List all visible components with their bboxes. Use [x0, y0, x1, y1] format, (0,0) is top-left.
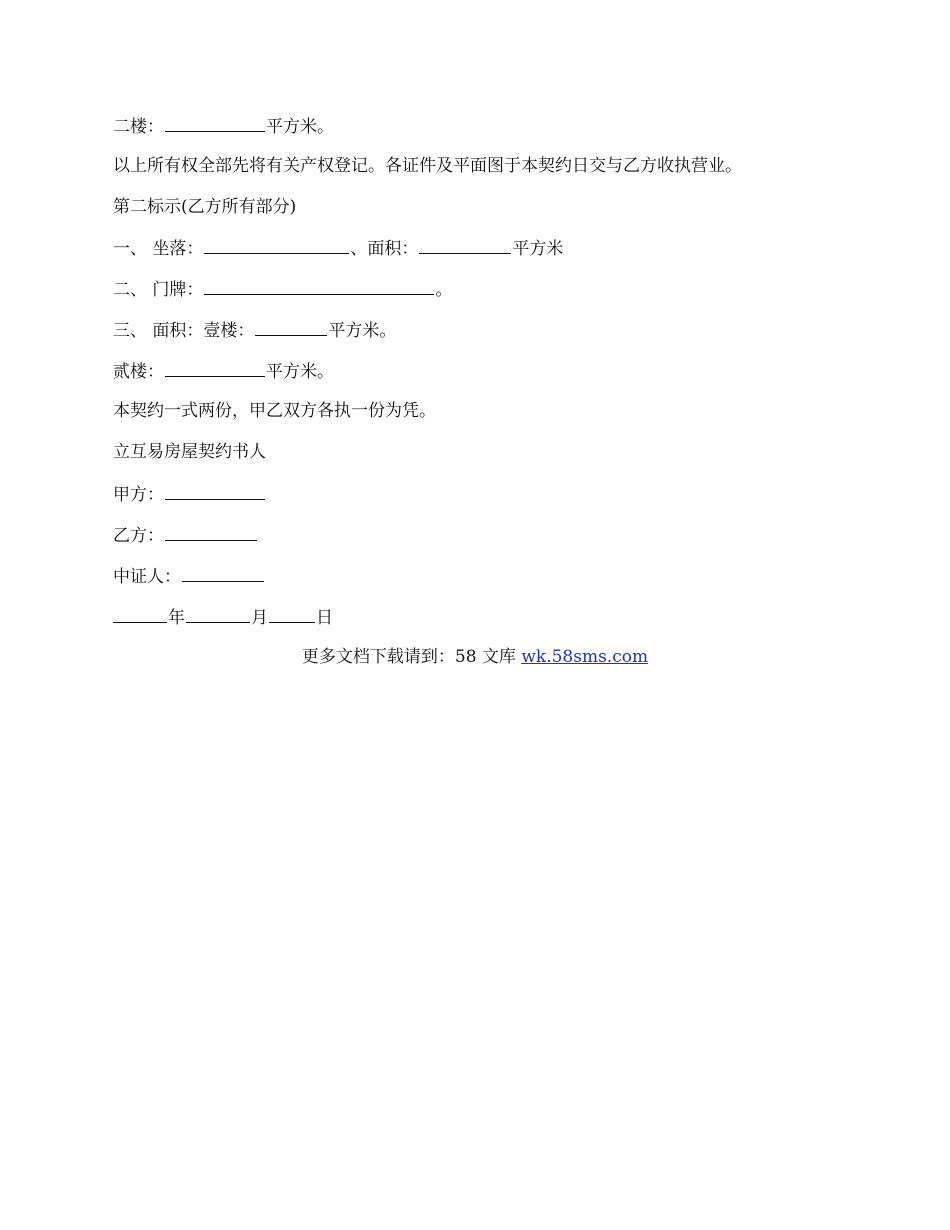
date-line [113, 605, 333, 629]
floor2-unit: 平方米。 [266, 117, 334, 137]
witness-blank [182, 564, 264, 582]
party-b-label: 乙方： [113, 526, 164, 546]
section2-title: 第二标示(乙方所有部分) [113, 197, 297, 217]
footer-site-link[interactable]: wk.58sms.com [521, 647, 649, 667]
signers-title: 立互易房屋契约书人 [113, 442, 266, 462]
item3-unit: 平方米。 [328, 321, 397, 341]
item1-prefix: 一、 坐落： [113, 239, 204, 259]
witness-line [113, 564, 265, 588]
item2-doorplate-line [113, 277, 452, 301]
item1-location-area-line [113, 236, 563, 260]
location-blank [204, 236, 349, 254]
party-b-blank [165, 523, 257, 541]
item1-unit: 平方米 [512, 239, 564, 259]
floor2-area-line [113, 114, 334, 138]
witness-label: 中证人： [113, 567, 181, 587]
day-label: 日 [316, 608, 333, 628]
item3-area-line [113, 318, 396, 342]
party-a-blank [165, 482, 265, 500]
footer-text: 更多文档下载请到：58 文库 [301, 647, 522, 667]
ownership-note: 以上所有权全部先将有关产权登记。各证件及平面图于本契约日交与乙方收执营业。 [113, 156, 742, 176]
year-blank [113, 605, 167, 623]
year-label: 年 [168, 608, 185, 628]
floor2-area-blank [165, 114, 265, 132]
month-blank [186, 605, 250, 623]
item2-prefix: 二、 门牌： [113, 280, 204, 300]
item1-mid: 、面积： [350, 239, 419, 259]
copies-note: 本契约一式两份，甲乙双方各执一份为凭。 [113, 401, 436, 421]
floor2b-area-blank [165, 359, 265, 377]
floor2b-unit: 平方米。 [266, 362, 334, 382]
footer-download-note [0, 646, 950, 668]
floor2b-area-line [113, 359, 334, 383]
party-b-line [113, 523, 258, 547]
party-a-label: 甲方： [113, 485, 164, 505]
area-blank [419, 236, 511, 254]
item2-suffix: 。 [435, 280, 453, 300]
floor2-label: 二楼： [113, 117, 164, 137]
floor2b-label: 贰楼： [113, 362, 164, 382]
day-blank [269, 605, 315, 623]
item3-prefix: 三、 面积：壹楼： [113, 321, 255, 341]
doorplate-blank [204, 277, 434, 295]
floor1-area-blank [255, 318, 327, 336]
month-label: 月 [251, 608, 268, 628]
party-a-line [113, 482, 266, 506]
